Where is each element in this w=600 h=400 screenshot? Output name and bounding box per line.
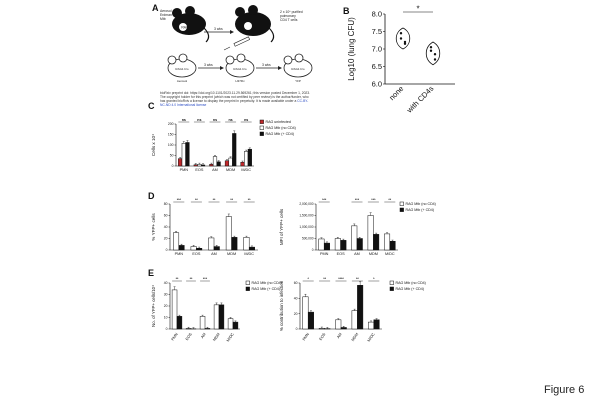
infection-text-line-2: Erdman <box>160 13 172 17</box>
x-tick-label: M/DC <box>241 168 252 172</box>
bar <box>217 162 221 166</box>
legend-swatch <box>390 287 394 291</box>
bar <box>226 217 232 250</box>
bar <box>214 305 219 329</box>
bottom-mouse-label-2: RAG1 b/o <box>233 67 247 71</box>
transfer-text-line-3: CD4 T cells <box>280 18 298 22</box>
legend-swatch <box>260 132 264 136</box>
legend-swatch <box>400 202 404 206</box>
data-point <box>404 41 406 43</box>
bar <box>244 151 248 166</box>
x-tick-label: AM <box>211 252 217 256</box>
x-tick-label: PMN <box>170 332 179 342</box>
bar <box>374 320 380 329</box>
y-axis-label: % contribution to infection <box>279 280 284 332</box>
y-tick-label: 500,000 <box>301 236 314 241</box>
bar <box>249 247 255 250</box>
panel-a-schematic <box>152 0 330 88</box>
y-tick-label: 100 <box>167 143 174 148</box>
bar <box>210 164 214 166</box>
legend-label: RAG Mtb (no CD4) <box>395 281 426 286</box>
data-point <box>400 32 402 34</box>
significance-label: ns <box>228 118 233 123</box>
significance-label: *** <box>202 277 208 282</box>
bar <box>384 234 390 250</box>
y-tick-label: 30 <box>163 292 168 297</box>
bar <box>336 320 342 329</box>
bar <box>201 165 205 166</box>
chart-d1-bar <box>150 196 275 268</box>
bar <box>209 238 215 250</box>
mouse-outline-icon <box>226 54 254 77</box>
significance-label: ** <box>388 198 392 203</box>
y-axis-label: Cells x 10⁴ <box>151 133 156 157</box>
bar <box>182 143 186 166</box>
x-tick-label: M/DC <box>366 332 376 343</box>
y-tick-label: 40 <box>293 296 298 301</box>
bar <box>229 158 233 166</box>
bar <box>352 226 358 250</box>
y-tick-label: 0 <box>165 327 168 332</box>
panel-label-a: A <box>152 3 159 13</box>
legend-label: RAG Mtb (no CD4) <box>405 202 436 207</box>
significance-label: *** <box>354 198 360 203</box>
bar <box>248 149 252 166</box>
bar <box>213 157 217 166</box>
legend-label: RAG Mtb (+ CD4) <box>251 287 280 292</box>
y-tick-label: 1,500,000 <box>299 213 314 218</box>
y-axis-label: MFI of YFP+ cells <box>279 208 284 246</box>
bar <box>335 239 341 251</box>
bar <box>219 305 224 329</box>
x-tick-label: MDM <box>227 252 237 256</box>
data-point <box>430 50 432 52</box>
x-tick-label: AM <box>212 168 218 172</box>
arrow-label-1: 3 wks <box>214 27 223 31</box>
violin <box>426 42 440 65</box>
mouse-icon <box>235 5 274 42</box>
legend-swatch <box>260 120 264 124</box>
x-tick-label: AM <box>336 332 343 340</box>
infection-text-line-1: Aerosol <box>160 9 172 13</box>
mouse-outline-icon <box>284 54 312 77</box>
x-tick-label: PMN <box>301 332 311 342</box>
bar <box>319 328 325 329</box>
y-tick-label: 1,000,000 <box>299 225 314 230</box>
bar <box>177 316 182 329</box>
legend-swatch <box>390 281 394 285</box>
bottom-mouse-label-1: RAG1 b/o <box>175 67 189 71</box>
x-tick-label: MDM <box>226 168 236 172</box>
y-tick-label: 200 <box>167 122 174 127</box>
license-link[interactable]: CC-BY-NC-ND 4.0 International license <box>160 99 309 108</box>
significance-label: ** <box>194 198 198 203</box>
bar <box>198 164 202 166</box>
legend-swatch <box>246 287 250 291</box>
bar <box>186 328 191 329</box>
bar <box>373 234 379 250</box>
bar <box>232 237 238 250</box>
bar <box>319 239 325 250</box>
x-tick-label: M/DC <box>225 332 235 343</box>
bar <box>214 247 220 250</box>
bar <box>368 322 374 329</box>
bar <box>324 243 330 250</box>
chart-b-violin <box>345 6 467 122</box>
bar <box>173 233 179 250</box>
y-tick-label: 0 <box>171 164 174 169</box>
bar <box>241 162 245 166</box>
y-tick-label: 80 <box>163 202 168 207</box>
bar <box>352 311 358 329</box>
x-tick-label: EOS <box>192 252 201 256</box>
chart-e2-bar <box>278 275 438 360</box>
legend-swatch <box>260 126 264 130</box>
bar <box>368 216 374 251</box>
bar <box>357 285 363 329</box>
significance-label: ** <box>323 277 327 282</box>
significance-label: ns <box>212 118 218 123</box>
data-point <box>400 37 402 39</box>
y-tick-label: 20 <box>163 304 168 309</box>
significance-label: *** <box>371 198 376 203</box>
svg-text:Aerosol Erdman Mtb <box>160 9 173 21</box>
significance-label: ns <box>181 118 186 123</box>
y-tick-label: 40 <box>163 225 168 230</box>
bar <box>194 165 198 166</box>
transfer-text-line-1: 2 x 10⁶ purified <box>280 10 303 14</box>
preprint-notice <box>160 91 310 107</box>
bar <box>172 290 177 329</box>
bar <box>390 241 396 250</box>
significance-label: ** <box>247 198 251 203</box>
y-tick-label: 8.0 <box>371 9 382 19</box>
legend-label: RAG uninfected <box>265 120 291 125</box>
arrow-label-2: 3 wks <box>204 63 213 67</box>
bottom-sub-label-1: Aerosol <box>176 79 188 83</box>
legend-label: RAG Mtb (+ CD4) <box>265 132 294 137</box>
bar <box>232 133 236 166</box>
arrow-2-head <box>220 66 224 70</box>
data-point <box>434 58 436 60</box>
x-tick-label: with CD4s <box>404 84 436 115</box>
x-tick-label: M/DC <box>384 252 395 256</box>
significance-label: * <box>416 4 420 14</box>
bar <box>186 142 190 166</box>
legend-label: RAG Mtb (no CD4) <box>265 126 296 131</box>
significance-label: ns <box>244 118 249 123</box>
bar <box>303 297 309 329</box>
mouse-label: RAG <box>181 25 189 30</box>
violin <box>396 28 410 49</box>
x-tick-label: EOS <box>336 252 345 256</box>
significance-label: *** <box>176 198 181 203</box>
y-tick-label: 60 <box>163 213 168 218</box>
y-tick-label: 40 <box>163 281 168 286</box>
syringe-icon <box>224 37 250 50</box>
chart-d2-bar <box>278 196 438 268</box>
x-tick-label: EOS <box>184 332 193 342</box>
y-tick-label: 2,000,000 <box>299 202 314 207</box>
data-point <box>434 53 436 55</box>
y-tick-label: 0 <box>165 248 168 253</box>
panel-label-b: B <box>343 6 350 16</box>
mouse-icon <box>172 6 209 42</box>
bar <box>191 247 197 250</box>
figure-caption: Figure 6 <box>544 384 585 396</box>
bar <box>178 159 182 166</box>
x-tick-label: EOS <box>318 332 327 342</box>
panel-label-d: D <box>148 191 155 201</box>
bar <box>244 237 250 250</box>
y-axis-label: Log10 (lung CFU) <box>347 17 356 81</box>
preprint-notice-text: bioRxiv preprint doi: https://doi.org/10.1101/2023.11.29.569261; this version posted December 1, 2023. The copyright holder for this preprint (which was not certified by peer review) is the author/funder, who has granted bioRxiv a license to display the preprint in perpetuity. It is made available under a <box>160 91 310 104</box>
y-tick-label: 7.5 <box>371 27 382 36</box>
bar <box>308 312 314 329</box>
bar <box>225 161 229 166</box>
bar <box>200 316 205 329</box>
x-tick-label: PMN <box>174 252 184 256</box>
bottom-sub-label-2: H37Rv <box>235 79 245 83</box>
infection-text-line-3: Mtb <box>160 17 166 21</box>
mouse-outline-icon <box>168 54 196 77</box>
y-tick-label: 6.5 <box>371 62 382 71</box>
legend-label: RAG Mtb (no CD4) <box>251 281 282 286</box>
significance-label: * <box>373 277 375 282</box>
x-tick-label: EOS <box>195 168 204 172</box>
svg-text:2 x 10⁶ purified pulmonary <box>280 10 304 22</box>
legend-swatch <box>246 281 250 285</box>
arrow-3-head <box>278 66 282 70</box>
bar <box>196 248 202 250</box>
significance-label: **** <box>338 277 344 282</box>
x-tick-label: AM <box>354 252 360 256</box>
bar <box>233 322 238 329</box>
significance-label: ns <box>197 118 202 123</box>
legend-swatch <box>400 208 404 212</box>
significance-label: ** <box>189 277 193 282</box>
significance-label: ** <box>355 277 359 282</box>
y-tick-label: 150 <box>167 132 174 137</box>
y-tick-label: 20 <box>163 236 168 241</box>
bar <box>228 319 233 329</box>
bar <box>357 239 363 251</box>
x-tick-label: PMN <box>319 252 329 256</box>
y-tick-label: 6.0 <box>371 79 382 89</box>
arrow-label-3: 3 wks <box>262 63 271 67</box>
x-tick-label: MDM <box>368 252 378 256</box>
y-tick-label: 60 <box>293 281 298 286</box>
significance-label: ** <box>212 198 216 203</box>
significance-label: ** <box>230 198 234 203</box>
bar <box>341 240 347 250</box>
y-tick-label: 0 <box>295 327 298 332</box>
x-tick-label: PMN <box>179 168 189 172</box>
y-tick-label: 0 <box>311 248 314 253</box>
significance-label: ** <box>175 277 179 282</box>
significance-label: *** <box>322 198 327 203</box>
y-tick-label: 20 <box>293 311 298 316</box>
y-tick-label: 7.0 <box>371 44 382 54</box>
panel-label-e: E <box>148 268 155 278</box>
x-tick-label: MDM <box>212 332 221 343</box>
x-tick-label: M/DC <box>244 252 255 256</box>
y-axis-label: % YFP+ cells <box>151 213 156 241</box>
bar <box>179 245 185 250</box>
arrow-1-head <box>230 30 234 34</box>
transfer-text-line-2: pulmonary <box>280 14 296 18</box>
panel-label-c: C <box>148 101 155 111</box>
legend-label: RAG Mtb (+ CD4) <box>395 287 424 292</box>
x-tick-label: MDM <box>350 332 360 343</box>
chart-c-bar <box>150 112 310 188</box>
y-tick-label: 10 <box>163 315 168 320</box>
y-tick-label: 50 <box>169 153 174 158</box>
bar <box>341 327 347 329</box>
x-tick-label: none <box>387 84 406 103</box>
legend-label: RAG Mtb (+ CD4) <box>405 208 434 213</box>
y-axis-label: No. of YFP+ cells/10⁴ <box>151 285 156 327</box>
x-tick-label: AM <box>200 332 207 340</box>
bar <box>205 328 210 329</box>
bottom-sub-label-3: YFP <box>295 79 301 83</box>
data-point <box>430 46 432 48</box>
bottom-mouse-label-3: RAG1 b/o <box>291 67 305 71</box>
significance-label: * <box>307 277 309 282</box>
